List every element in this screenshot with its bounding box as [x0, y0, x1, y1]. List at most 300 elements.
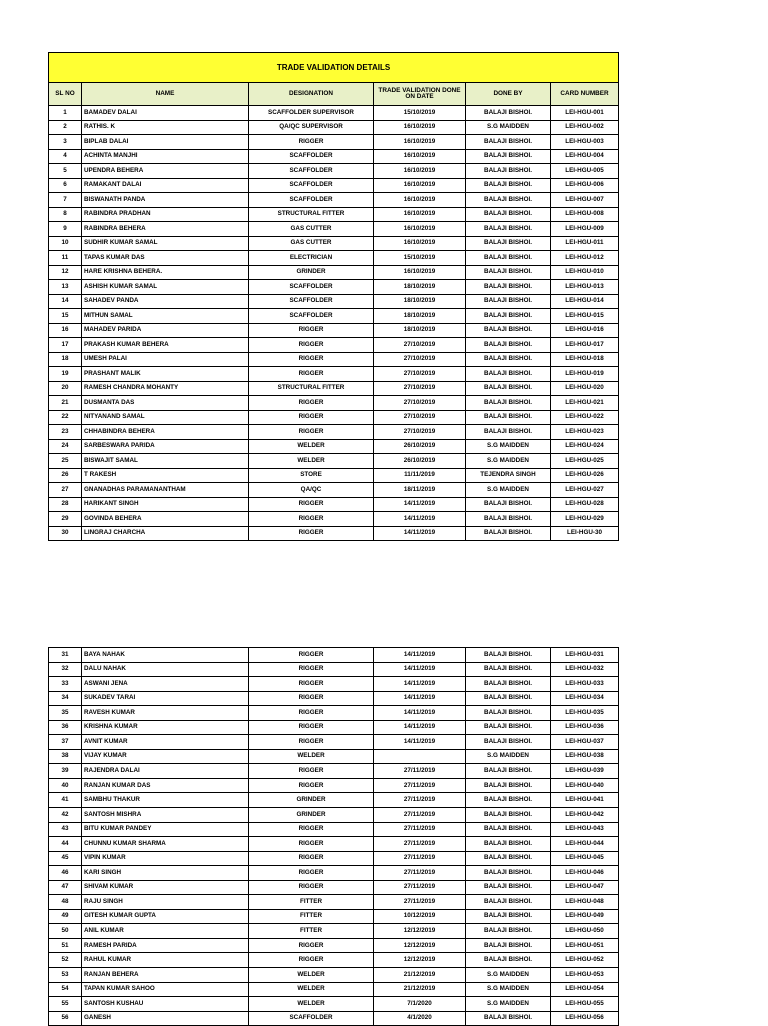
- cell-name: RANJAN KUMAR DAS: [82, 778, 249, 793]
- cell-designation: GAS CUTTER: [249, 236, 374, 251]
- cell-name: GANESH: [82, 1011, 249, 1026]
- cell-done-by: BALAJI BISHOI.: [466, 222, 551, 237]
- cell-done-by: S.G MAIDDEN: [466, 454, 551, 469]
- cell-card-number: LEI-HGU-042: [551, 808, 619, 823]
- table-row: [49, 396, 619, 411]
- cell-done-by: BALAJI BISHOI.: [466, 425, 551, 440]
- cell-sl-no: 10: [49, 236, 82, 251]
- cell-designation: RIGGER: [249, 851, 374, 866]
- table-row: [49, 265, 619, 280]
- cell-name: VIJAY KUMAR: [82, 749, 249, 764]
- cell-done-by: BALAJI BISHOI.: [466, 953, 551, 968]
- cell-name: SUDHIR KUMAR SAMAL: [82, 236, 249, 251]
- cell-done-by: BALAJI BISHOI.: [466, 895, 551, 910]
- cell-designation: RIGGER: [249, 323, 374, 338]
- cell-validation-date: 12/12/2019: [374, 953, 466, 968]
- table-row: [49, 997, 619, 1012]
- cell-sl-no: 36: [49, 720, 82, 735]
- cell-name: RAHUL KUMAR: [82, 953, 249, 968]
- cell-name: BITU KUMAR PANDEY: [82, 822, 249, 837]
- cell-name: HARE KRISHNA BEHERA.: [82, 265, 249, 280]
- cell-designation: WELDER: [249, 454, 374, 469]
- cell-card-number: LEI-HGU-048: [551, 895, 619, 910]
- table-title: TRADE VALIDATION DETAILS: [49, 53, 619, 83]
- table-row: [49, 866, 619, 881]
- cell-name: RANJAN BEHERA: [82, 968, 249, 983]
- cell-done-by: BALAJI BISHOI.: [466, 352, 551, 367]
- cell-name: PRAKASH KUMAR BEHERA: [82, 338, 249, 353]
- cell-card-number: LEI-HGU-004: [551, 149, 619, 164]
- cell-done-by: BALAJI BISHOI.: [466, 396, 551, 411]
- cell-sl-no: 41: [49, 793, 82, 808]
- cell-designation: WELDER: [249, 749, 374, 764]
- cell-name: KARI SINGH: [82, 866, 249, 881]
- cell-designation: WELDER: [249, 982, 374, 997]
- table-row: [49, 222, 619, 237]
- cell-designation: STRUCTURAL FITTER: [249, 381, 374, 396]
- cell-validation-date: 27/11/2019: [374, 880, 466, 895]
- cell-designation: RIGGER: [249, 410, 374, 425]
- cell-sl-no: 23: [49, 425, 82, 440]
- table-row: [49, 454, 619, 469]
- table-row: [49, 677, 619, 692]
- cell-card-number: LEI-HGU-054: [551, 982, 619, 997]
- cell-done-by: S.G MAIDDEN: [466, 120, 551, 135]
- table-row: [49, 778, 619, 793]
- cell-designation: GAS CUTTER: [249, 222, 374, 237]
- cell-done-by: BALAJI BISHOI.: [466, 691, 551, 706]
- cell-name: SAMBHU THAKUR: [82, 793, 249, 808]
- cell-sl-no: 3: [49, 135, 82, 150]
- cell-designation: RIGGER: [249, 735, 374, 750]
- cell-done-by: BALAJI BISHOI.: [466, 851, 551, 866]
- cell-name: RATHIS. K: [82, 120, 249, 135]
- cell-done-by: BALAJI BISHOI.: [466, 410, 551, 425]
- cell-designation: SCAFFOLDER SUPERVISOR: [249, 106, 374, 121]
- cell-done-by: BALAJI BISHOI.: [466, 662, 551, 677]
- cell-done-by: S.G MAIDDEN: [466, 439, 551, 454]
- cell-name: MAHADEV PARIDA: [82, 323, 249, 338]
- cell-name: PRASHANT MALIK: [82, 367, 249, 382]
- table-row: [49, 207, 619, 222]
- cell-done-by: BALAJI BISHOI.: [466, 193, 551, 208]
- cell-designation: STORE: [249, 468, 374, 483]
- cell-card-number: LEI-HGU-012: [551, 251, 619, 266]
- cell-sl-no: 44: [49, 837, 82, 852]
- cell-done-by: BALAJI BISHOI.: [466, 251, 551, 266]
- cell-designation: SCAFFOLDER: [249, 149, 374, 164]
- cell-name: LINGRAJ CHARCHA: [82, 526, 249, 541]
- cell-designation: RIGGER: [249, 425, 374, 440]
- cell-done-by: TEJENDRA SINGH: [466, 468, 551, 483]
- table-row: [49, 851, 619, 866]
- table-row: [49, 367, 619, 382]
- table-row: [49, 735, 619, 750]
- cell-card-number: LEI-HGU-056: [551, 1011, 619, 1026]
- table-row: [49, 193, 619, 208]
- cell-done-by: BALAJI BISHOI.: [466, 149, 551, 164]
- cell-sl-no: 56: [49, 1011, 82, 1026]
- cell-validation-date: 7/1/2020: [374, 997, 466, 1012]
- cell-done-by: BALAJI BISHOI.: [466, 309, 551, 324]
- cell-validation-date: 27/10/2019: [374, 425, 466, 440]
- cell-name: AVNIT KUMAR: [82, 735, 249, 750]
- cell-card-number: LEI-HGU-027: [551, 483, 619, 498]
- cell-name: NITYANAND SAMAL: [82, 410, 249, 425]
- table-row: [49, 323, 619, 338]
- cell-validation-date: 26/10/2019: [374, 454, 466, 469]
- header-card-number: CARD NUMBER: [551, 83, 619, 106]
- cell-card-number: LEI-HGU-047: [551, 880, 619, 895]
- table-row: [49, 483, 619, 498]
- table-row: [49, 164, 619, 179]
- table-row: [49, 895, 619, 910]
- table-row: [49, 236, 619, 251]
- cell-designation: RIGGER: [249, 880, 374, 895]
- cell-done-by: BALAJI BISHOI.: [466, 880, 551, 895]
- cell-card-number: LEI-HGU-053: [551, 968, 619, 983]
- cell-name: RAJU SINGH: [82, 895, 249, 910]
- cell-name: SHIVAM KUMAR: [82, 880, 249, 895]
- table-row: [49, 924, 619, 939]
- cell-designation: RIGGER: [249, 691, 374, 706]
- cell-designation: ELECTRICIAN: [249, 251, 374, 266]
- cell-card-number: LEI-HGU-003: [551, 135, 619, 150]
- cell-validation-date: 18/10/2019: [374, 323, 466, 338]
- cell-card-number: LEI-HGU-041: [551, 793, 619, 808]
- cell-name: ACHINTA MANJHI: [82, 149, 249, 164]
- cell-name: RABINDRA BEHERA: [82, 222, 249, 237]
- table-row: [49, 468, 619, 483]
- cell-sl-no: 49: [49, 909, 82, 924]
- cell-name: DALU NAHAK: [82, 662, 249, 677]
- cell-sl-no: 45: [49, 851, 82, 866]
- cell-name: RAMESH CHANDRA MOHANTY: [82, 381, 249, 396]
- cell-sl-no: 32: [49, 662, 82, 677]
- table-row: [49, 526, 619, 541]
- cell-card-number: LEI-HGU-009: [551, 222, 619, 237]
- cell-name: SAHADEV PANDA: [82, 294, 249, 309]
- cell-sl-no: 33: [49, 677, 82, 692]
- cell-done-by: BALAJI BISHOI.: [466, 866, 551, 881]
- cell-done-by: BALAJI BISHOI.: [466, 294, 551, 309]
- cell-validation-date: 16/10/2019: [374, 236, 466, 251]
- cell-sl-no: 52: [49, 953, 82, 968]
- cell-name: SUKADEV TARAI: [82, 691, 249, 706]
- cell-sl-no: 46: [49, 866, 82, 881]
- cell-designation: GRINDER: [249, 808, 374, 823]
- cell-done-by: BALAJI BISHOI.: [466, 381, 551, 396]
- cell-name: DUSMANTA DAS: [82, 396, 249, 411]
- cell-sl-no: 31: [49, 648, 82, 663]
- cell-designation: RIGGER: [249, 396, 374, 411]
- cell-sl-no: 34: [49, 691, 82, 706]
- cell-done-by: BALAJI BISHOI.: [466, 207, 551, 222]
- cell-validation-date: 16/10/2019: [374, 193, 466, 208]
- cell-designation: RIGGER: [249, 367, 374, 382]
- table-row: [49, 120, 619, 135]
- table-row: [49, 178, 619, 193]
- cell-name: BAYA NAHAK: [82, 648, 249, 663]
- cell-designation: SCAFFOLDER: [249, 294, 374, 309]
- table-row: [49, 793, 619, 808]
- cell-designation: SCAFFOLDER: [249, 193, 374, 208]
- cell-done-by: BALAJI BISHOI.: [466, 909, 551, 924]
- table-row: [49, 938, 619, 953]
- cell-sl-no: 50: [49, 924, 82, 939]
- cell-card-number: LEI-HGU-015: [551, 309, 619, 324]
- cell-card-number: LEI-HGU-018: [551, 352, 619, 367]
- cell-card-number: LEI-HGU-026: [551, 468, 619, 483]
- cell-card-number: LEI-HGU-30: [551, 526, 619, 541]
- cell-validation-date: 12/12/2019: [374, 924, 466, 939]
- cell-name: TAPAN KUMAR SAHOO: [82, 982, 249, 997]
- cell-name: BISWAJIT SAMAL: [82, 454, 249, 469]
- cell-designation: FITTER: [249, 909, 374, 924]
- cell-designation: WELDER: [249, 439, 374, 454]
- cell-card-number: LEI-HGU-055: [551, 997, 619, 1012]
- header-validation-date: TRADE VALIDATION DONE ON DATE: [374, 83, 466, 106]
- cell-sl-no: 17: [49, 338, 82, 353]
- cell-sl-no: 53: [49, 968, 82, 983]
- cell-sl-no: 9: [49, 222, 82, 237]
- cell-designation: RIGGER: [249, 706, 374, 721]
- cell-sl-no: 29: [49, 512, 82, 527]
- cell-validation-date: 14/11/2019: [374, 662, 466, 677]
- cell-designation: WELDER: [249, 968, 374, 983]
- cell-sl-no: 54: [49, 982, 82, 997]
- cell-sl-no: 37: [49, 735, 82, 750]
- header-row: [49, 83, 619, 106]
- cell-done-by: BALAJI BISHOI.: [466, 1011, 551, 1026]
- cell-card-number: LEI-HGU-017: [551, 338, 619, 353]
- header-designation: DESIGNATION: [249, 83, 374, 106]
- cell-name: HARIKANT SINGH: [82, 497, 249, 512]
- cell-name: KRISHNA KUMAR: [82, 720, 249, 735]
- table-row: [49, 106, 619, 121]
- cell-name: RAJENDRA DALAI: [82, 764, 249, 779]
- cell-designation: WELDER: [249, 997, 374, 1012]
- cell-done-by: BALAJI BISHOI.: [466, 837, 551, 852]
- cell-name: CHHABINDRA BEHERA: [82, 425, 249, 440]
- table-row: [49, 749, 619, 764]
- cell-validation-date: 27/10/2019: [374, 410, 466, 425]
- cell-card-number: LEI-HGU-013: [551, 280, 619, 295]
- cell-card-number: LEI-HGU-043: [551, 822, 619, 837]
- cell-done-by: BALAJI BISHOI.: [466, 338, 551, 353]
- cell-done-by: BALAJI BISHOI.: [466, 706, 551, 721]
- cell-designation: SCAFFOLDER: [249, 178, 374, 193]
- cell-validation-date: 14/11/2019: [374, 497, 466, 512]
- cell-designation: RIGGER: [249, 720, 374, 735]
- cell-name: SARBESWARA PARIDA: [82, 439, 249, 454]
- cell-sl-no: 47: [49, 880, 82, 895]
- cell-done-by: S.G MAIDDEN: [466, 483, 551, 498]
- cell-designation: SCAFFOLDER: [249, 1011, 374, 1026]
- cell-card-number: LEI-HGU-028: [551, 497, 619, 512]
- table-row: [49, 662, 619, 677]
- trade-validation-table: [48, 52, 619, 541]
- cell-sl-no: 11: [49, 251, 82, 266]
- cell-sl-no: 16: [49, 323, 82, 338]
- cell-validation-date: 16/10/2019: [374, 149, 466, 164]
- cell-validation-date: 14/11/2019: [374, 677, 466, 692]
- cell-sl-no: 4: [49, 149, 82, 164]
- table-row: [49, 338, 619, 353]
- cell-sl-no: 51: [49, 938, 82, 953]
- cell-name: MITHUN SAMAL: [82, 309, 249, 324]
- cell-done-by: S.G MAIDDEN: [466, 997, 551, 1012]
- cell-validation-date: 16/10/2019: [374, 207, 466, 222]
- cell-card-number: LEI-HGU-020: [551, 381, 619, 396]
- cell-designation: RIGGER: [249, 953, 374, 968]
- cell-sl-no: 6: [49, 178, 82, 193]
- cell-validation-date: 16/10/2019: [374, 265, 466, 280]
- cell-validation-date: 15/10/2019: [374, 106, 466, 121]
- cell-validation-date: 14/11/2019: [374, 706, 466, 721]
- cell-validation-date: 27/11/2019: [374, 778, 466, 793]
- header-name: NAME: [82, 83, 249, 106]
- cell-designation: RIGGER: [249, 822, 374, 837]
- cell-validation-date: 12/12/2019: [374, 938, 466, 953]
- header-sl-no: SL NO: [49, 83, 82, 106]
- cell-name: SANTOSH MISHRA: [82, 808, 249, 823]
- cell-name: RAMAKANT DALAI: [82, 178, 249, 193]
- cell-designation: SCAFFOLDER: [249, 164, 374, 179]
- cell-sl-no: 26: [49, 468, 82, 483]
- cell-name: ASWANI JENA: [82, 677, 249, 692]
- cell-sl-no: 12: [49, 265, 82, 280]
- cell-validation-date: 16/10/2019: [374, 135, 466, 150]
- cell-validation-date: 27/11/2019: [374, 808, 466, 823]
- cell-designation: GRINDER: [249, 265, 374, 280]
- cell-card-number: LEI-HGU-036: [551, 720, 619, 735]
- cell-validation-date: 27/11/2019: [374, 793, 466, 808]
- cell-done-by: BALAJI BISHOI.: [466, 793, 551, 808]
- cell-designation: SCAFFOLDER: [249, 280, 374, 295]
- cell-done-by: BALAJI BISHOI.: [466, 164, 551, 179]
- cell-sl-no: 35: [49, 706, 82, 721]
- cell-sl-no: 39: [49, 764, 82, 779]
- cell-done-by: BALAJI BISHOI.: [466, 648, 551, 663]
- cell-done-by: BALAJI BISHOI.: [466, 106, 551, 121]
- cell-done-by: BALAJI BISHOI.: [466, 735, 551, 750]
- cell-name: RAVESH KUMAR: [82, 706, 249, 721]
- cell-done-by: BALAJI BISHOI.: [466, 526, 551, 541]
- cell-card-number: LEI-HGU-005: [551, 164, 619, 179]
- table-row: [49, 512, 619, 527]
- cell-validation-date: 16/10/2019: [374, 222, 466, 237]
- table-row: [49, 410, 619, 425]
- cell-done-by: BALAJI BISHOI.: [466, 720, 551, 735]
- trade-validation-table-continued: [48, 647, 619, 1026]
- table-row: [49, 808, 619, 823]
- table-row: [49, 381, 619, 396]
- cell-name: BIPLAB DALAI: [82, 135, 249, 150]
- cell-card-number: LEI-HGU-006: [551, 178, 619, 193]
- table-row: [49, 352, 619, 367]
- cell-sl-no: 28: [49, 497, 82, 512]
- cell-done-by: BALAJI BISHOI.: [466, 497, 551, 512]
- cell-validation-date: 14/11/2019: [374, 526, 466, 541]
- cell-designation: QA/QC SUPERVISOR: [249, 120, 374, 135]
- cell-card-number: LEI-HGU-049: [551, 909, 619, 924]
- table-row: [49, 691, 619, 706]
- cell-validation-date: 27/10/2019: [374, 338, 466, 353]
- cell-card-number: LEI-HGU-046: [551, 866, 619, 881]
- table-row: [49, 280, 619, 295]
- cell-designation: RIGGER: [249, 764, 374, 779]
- cell-done-by: BALAJI BISHOI.: [466, 924, 551, 939]
- cell-name: GITESH KUMAR GUPTA: [82, 909, 249, 924]
- cell-done-by: BALAJI BISHOI.: [466, 236, 551, 251]
- cell-validation-date: 18/11/2019: [374, 483, 466, 498]
- cell-designation: QA/QC: [249, 483, 374, 498]
- cell-sl-no: 15: [49, 309, 82, 324]
- cell-card-number: LEI-HGU-039: [551, 764, 619, 779]
- cell-name: UPENDRA BEHERA: [82, 164, 249, 179]
- cell-done-by: BALAJI BISHOI.: [466, 778, 551, 793]
- cell-done-by: S.G MAIDDEN: [466, 749, 551, 764]
- cell-name: T RAKESH: [82, 468, 249, 483]
- cell-card-number: LEI-HGU-024: [551, 439, 619, 454]
- cell-designation: GRINDER: [249, 793, 374, 808]
- cell-card-number: LEI-HGU-031: [551, 648, 619, 663]
- cell-validation-date: 14/11/2019: [374, 648, 466, 663]
- cell-sl-no: 24: [49, 439, 82, 454]
- cell-card-number: LEI-HGU-002: [551, 120, 619, 135]
- cell-done-by: BALAJI BISHOI.: [466, 280, 551, 295]
- cell-done-by: BALAJI BISHOI.: [466, 367, 551, 382]
- cell-validation-date: 27/11/2019: [374, 822, 466, 837]
- cell-designation: RIGGER: [249, 352, 374, 367]
- table-row: [49, 309, 619, 324]
- table-row: [49, 764, 619, 779]
- table-row: [49, 149, 619, 164]
- cell-sl-no: 43: [49, 822, 82, 837]
- cell-sl-no: 55: [49, 997, 82, 1012]
- cell-validation-date: 18/10/2019: [374, 294, 466, 309]
- cell-validation-date: 27/11/2019: [374, 895, 466, 910]
- cell-sl-no: 40: [49, 778, 82, 793]
- cell-validation-date: 27/11/2019: [374, 764, 466, 779]
- cell-designation: STRUCTURAL FITTER: [249, 207, 374, 222]
- cell-done-by: BALAJI BISHOI.: [466, 178, 551, 193]
- table-row: [49, 880, 619, 895]
- cell-done-by: BALAJI BISHOI.: [466, 512, 551, 527]
- cell-designation: RIGGER: [249, 938, 374, 953]
- cell-card-number: LEI-HGU-040: [551, 778, 619, 793]
- cell-name: RABINDRA PRADHAN: [82, 207, 249, 222]
- cell-card-number: LEI-HGU-052: [551, 953, 619, 968]
- cell-designation: RIGGER: [249, 338, 374, 353]
- cell-card-number: LEI-HGU-029: [551, 512, 619, 527]
- cell-card-number: LEI-HGU-038: [551, 749, 619, 764]
- cell-card-number: LEI-HGU-023: [551, 425, 619, 440]
- cell-card-number: LEI-HGU-025: [551, 454, 619, 469]
- cell-name: UMESH PALAI: [82, 352, 249, 367]
- cell-sl-no: 13: [49, 280, 82, 295]
- cell-sl-no: 27: [49, 483, 82, 498]
- cell-designation: RIGGER: [249, 526, 374, 541]
- cell-validation-date: 14/11/2019: [374, 691, 466, 706]
- cell-card-number: LEI-HGU-019: [551, 367, 619, 382]
- cell-card-number: LEI-HGU-008: [551, 207, 619, 222]
- cell-card-number: LEI-HGU-010: [551, 265, 619, 280]
- cell-done-by: S.G MAIDDEN: [466, 982, 551, 997]
- table-row: [49, 706, 619, 721]
- cell-designation: FITTER: [249, 895, 374, 910]
